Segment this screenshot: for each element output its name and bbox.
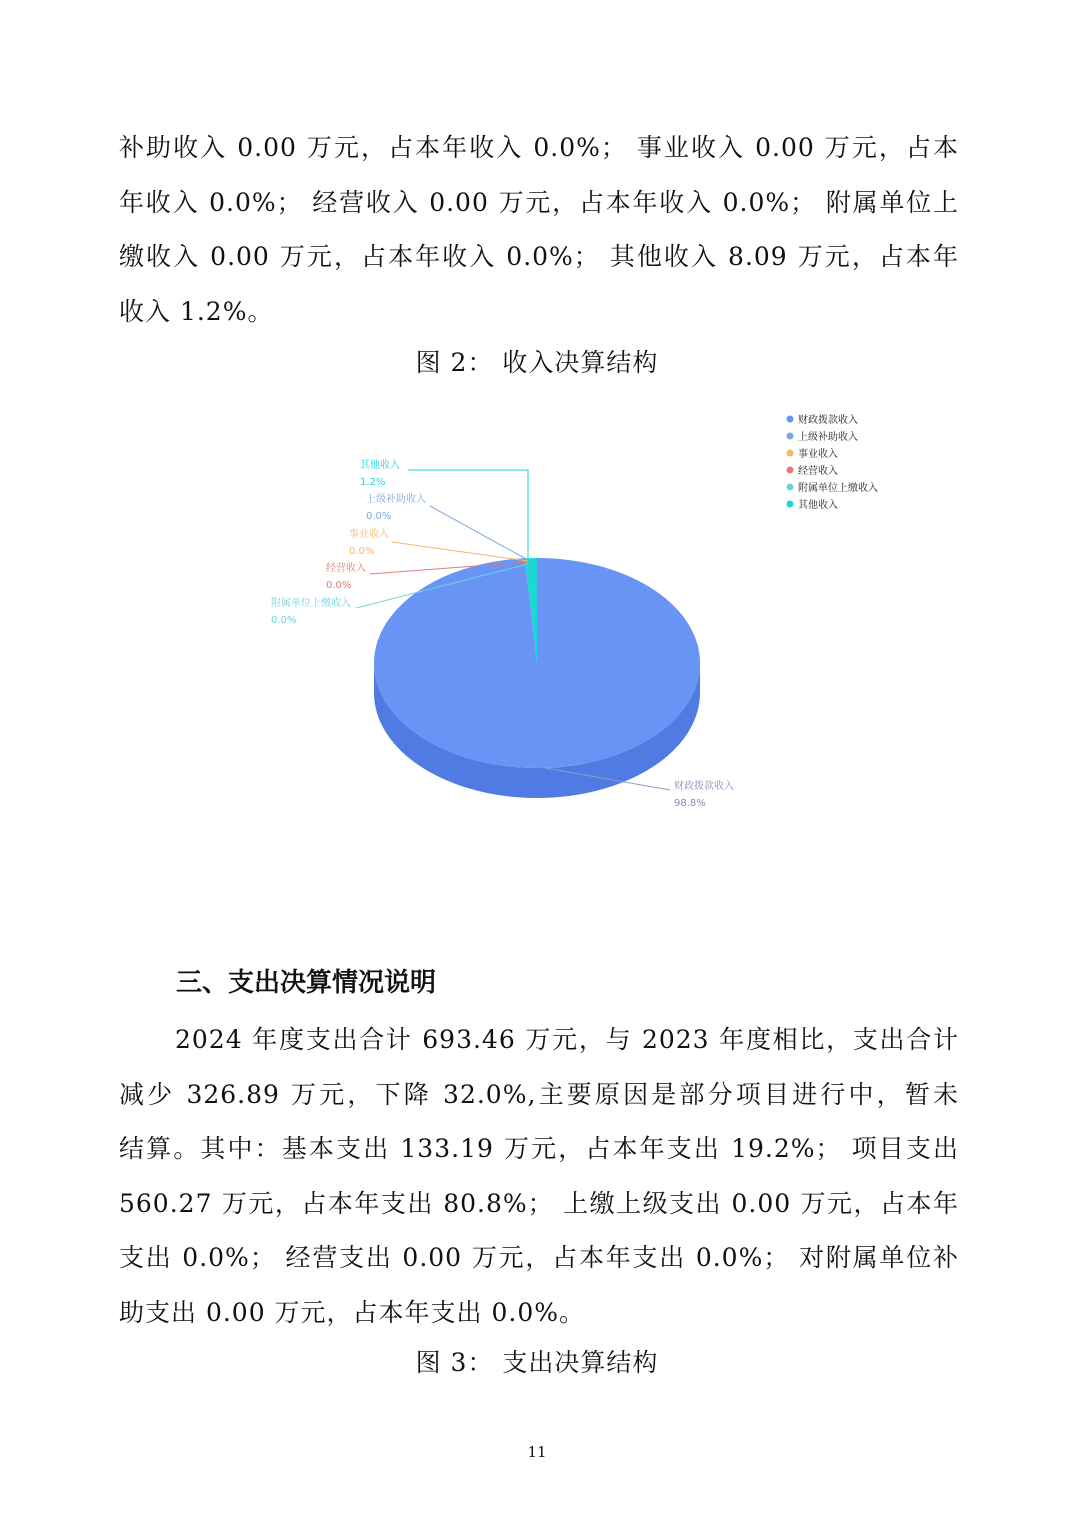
legend-label: 事业收入 [798,449,838,460]
slice-label-name: 事业收入 [349,529,389,540]
slice-label-name: 经营收入 [326,563,366,574]
paragraph-line: 结算。其中：基本支出 133.19 万元，占本年支出 19.2%； 项目支出 [119,1134,959,1163]
slice-label-name: 附属单位上缴收入 [271,598,351,609]
legend-label: 其他收入 [798,500,838,511]
slice-label-percent: 0.0% [366,511,392,522]
slice-label-percent: 1.2% [360,477,386,488]
slice-label-name: 其他收入 [360,460,400,471]
paragraph-line: 收入 1.2%。 [119,296,274,326]
paragraph-line: 支出 0.0%； 经营支出 0.00 万元，占本年支出 0.0%； 对附属单位补 [119,1243,959,1272]
page-number: 11 [527,1443,547,1461]
legend-label: 附属单位上缴收入 [798,483,878,494]
legend-marker [787,484,794,491]
figure-3-caption: 图 3： 支出决算结构 [415,1348,659,1377]
slice-label-percent: 0.0% [349,546,375,557]
legend-label: 上级补助收入 [798,432,858,443]
legend-marker [787,450,794,457]
slice-label-name: 财政拨款收入 [674,781,734,792]
legend-marker [787,416,794,423]
legend-marker [787,467,794,474]
slice-label-percent: 98.8% [674,798,706,809]
legend-label: 经营收入 [798,466,838,477]
legend-label: 财政拨款收入 [798,415,858,426]
slice-label-name: 上级补助收入 [366,494,426,505]
income-pie-chart [0,390,1074,830]
paragraph-line: 助支出 0.00 万元，占本年支出 0.0%。 [119,1297,586,1327]
legend-marker [787,501,794,508]
legend-marker [787,433,794,440]
figure-2-caption: 图 2： 收入决算结构 [415,348,659,377]
leader-line [430,506,528,560]
section-heading: 三、支出决算情况说明 [176,968,437,998]
paragraph-line: 年收入 0.0%； 经营收入 0.00 万元，占本年收入 0.0%； 附属单位上 [119,187,959,217]
intro-paragraph [119,121,959,339]
expenditure-paragraph [119,1013,959,1340]
paragraph-line: 560.27 万元，占本年支出 80.8%； 上缴上级支出 0.00 万元，占本年 [119,1188,959,1218]
paragraph-line: 补助收入 0.00 万元，占本年收入 0.0%； 事业收入 0.00 万元，占本 [119,133,959,162]
leader-line [392,542,528,561]
slice-label-percent: 0.0% [271,615,297,626]
paragraph-line: 缴收入 0.00 万元，占本年收入 0.0%； 其他收入 8.09 万元，占本年 [119,242,959,271]
slice-label-percent: 0.0% [326,580,352,591]
paragraph-line: 减少 326.89 万元，下降 32.0%,主要原因是部分项目进行中，暂未 [119,1079,959,1109]
paragraph-line: 2024 年度支出合计 693.46 万元，与 2023 年度相比，支出合计 [175,1025,959,1054]
